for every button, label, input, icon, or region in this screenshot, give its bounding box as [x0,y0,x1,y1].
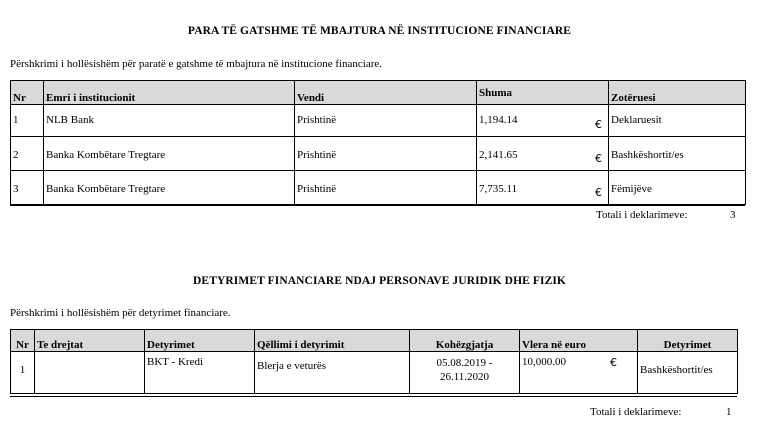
table-row [11,352,738,394]
amount-value: 2,141.65 [479,149,518,161]
euro-symbol: € [610,356,617,369]
section-title-cash: PARA TË GATSHME TË MBAJTURA NË INSTITUCIONE FINANCIARE [187,25,572,37]
euro-symbol: € [595,186,602,199]
header-institution: Emri i institucionit [44,81,295,105]
cell-amount [477,137,609,171]
cell-owner: Deklaruesit [609,105,746,137]
header-nr: Nr [11,81,44,105]
amount-value: 1,194.14 [479,114,518,126]
header-country: Vendi [295,81,477,105]
header-purpose: Qëllimi i detyrimit [255,330,410,352]
header-liabilities: Detyrimet [638,330,738,352]
totals-label-liabilities: Totali i deklarimeve: [590,406,682,418]
header-value: Vlera në euro [520,330,638,352]
table-bottom-rule [10,205,745,206]
table-bottom-rule [10,396,737,397]
cell-creditor [35,352,145,394]
cell-liability: BKT - Kredi [145,352,255,394]
cell-liabilities: Bashkëshortit/es [638,352,738,394]
value-amount: 10,000.00 [522,356,566,368]
cell-institution: Banka Kombëtare Tregtare [44,171,295,205]
cell-country: Prishtinë [295,105,477,137]
header-period: Kohëzgjatja [410,330,520,352]
cell-country: Prishtinë [295,171,477,205]
totals-label-cash: Totali i deklarimeve: [596,209,688,221]
cell-nr: 1 [11,352,35,394]
cell-institution: Banka Kombëtare Tregtare [44,137,295,171]
header-owner: Zotëruesi [609,81,746,105]
table-header-row [11,81,746,105]
cell-amount [477,105,609,137]
euro-symbol: € [595,118,602,131]
cell-owner: Fëmijëve [609,171,746,205]
table-row [11,171,746,205]
totals-value-cash: 3 [730,209,736,221]
cell-nr: 3 [11,171,44,205]
cell-nr: 2 [11,137,44,171]
header-amount: Shuma [477,81,609,105]
table-row [11,105,746,137]
cell-owner: Bashkëshortit/es [609,137,746,171]
section-title-liabilities: DETYRIMET FINANCIARE NDAJ PERSONAVE JURIDIK DHE FIZIK [193,275,566,287]
euro-symbol: € [595,152,602,165]
cell-country: Prishtinë [295,137,477,171]
totals-value-liabilities: 1 [726,406,732,418]
cell-value [520,352,638,394]
liabilities-table [10,329,738,394]
cell-amount [477,171,609,205]
header-liability: Detyrimet [145,330,255,352]
cash-table [10,80,746,205]
header-creditor: Te drejtat [35,330,145,352]
amount-value: 7,735.11 [479,183,518,195]
cell-nr: 1 [11,105,44,137]
table-row [11,137,746,171]
table-header-row [11,330,738,352]
cell-institution: NLB Bank [44,105,295,137]
cell-purpose: Blerja e veturës [255,352,410,394]
section-description-cash: Përshkrimi i hollësishëm për paratë e gatshme të mbajtura në institucione financiare. [10,58,383,70]
cell-period: 05.08.2019 - 26.11.2020 [410,352,520,394]
header-nr: Nr [11,330,35,352]
section-description-liabilities: Përshkrimi i hollësishëm për detyrimet financiare. [10,307,231,319]
